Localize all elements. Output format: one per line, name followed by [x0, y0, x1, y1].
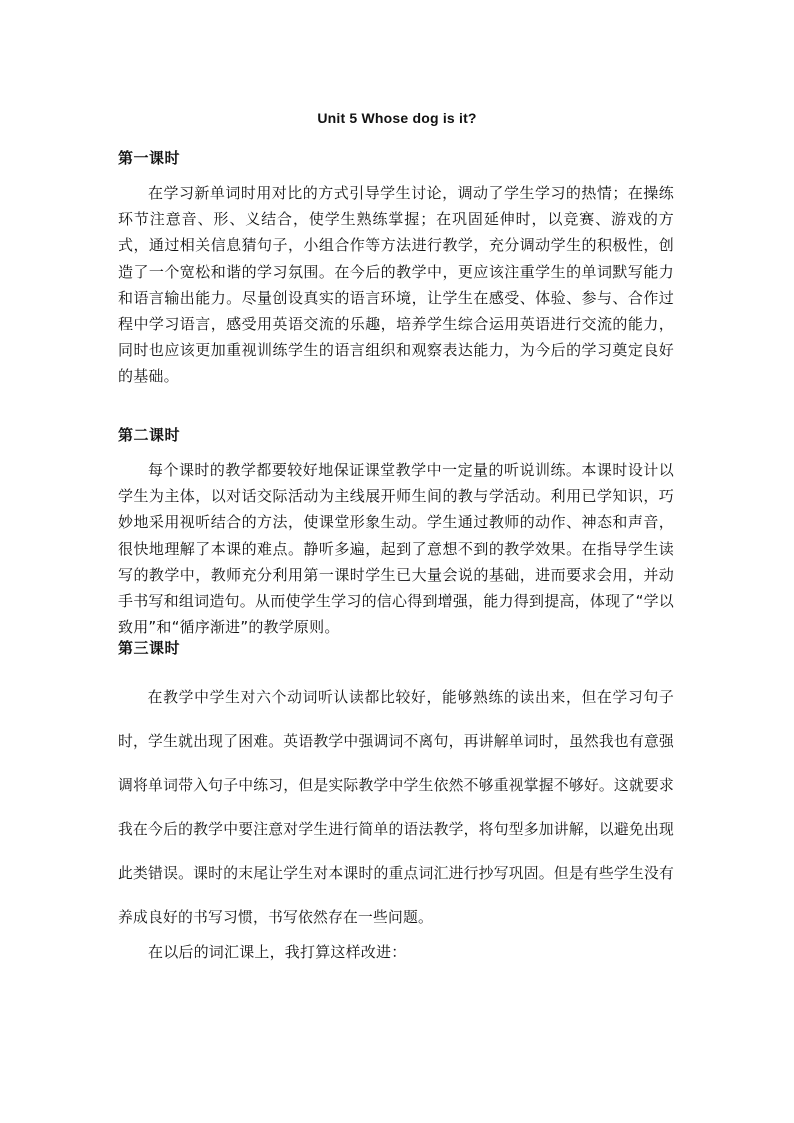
- document-title: Unit 5 Whose dog is it?: [317, 110, 477, 126]
- section-paragraph-lesson-3: 在教学中学生对六个动词听认读都比较好，能够熟练的读出来，但在学习句子时，学生就出现了困难。英语教学中强调词不离句，再讲解单词时，虽然我也有意强调将单词带入句子中练习，但是实际教学中学生依然不够重视掌握不够好。这就要求我在今后的教学中要注意对学生进行简单的语法教学，将句型多加讲解，以避免出现此类错误。课时的末尾让学生对本课时的重点词汇进行抄写巩固。但是有些学生没有养成良好的书写习惯，书写依然存在一些问题。: [118, 689, 674, 926]
- section-closing-lesson-3: 在以后的词汇课上，我打算这样改进：: [148, 943, 407, 961]
- section-heading-lesson-2: 第二课时: [118, 426, 181, 444]
- section-paragraph-lesson-1: 在学习新单词时用对比的方式引导学生讨论，调动了学生学习的热情；在操练环节注意音、形、义结合，使学生熟练掌握；在巩固延伸时，以竞赛、游戏的方式，通过相关信息猜句子，小组合作等方法进行教学，充分调动学生的积极性，创造了一个宽松和谐的学习氛围。在今后的教学中，更应该注重学生的单词默写能力和语言输出能力。尽量创设真实的语言环境，让学生在感受、体验、参与、合作过程中学习语言，感受用英语交流的乐趣，培养学生综合运用英语进行交流的能力，同时也应该更加重视训练学生的语言组织和观察表达能力，为今后的学习奠定良好的基础。: [118, 184, 674, 386]
- section-paragraph-lesson-2: 每个课时的教学都要较好地保证课堂教学中一定量的听说训练。本课时设计以学生为主体，以对话交际活动为主线展开师生间的教与学活动。利用已学知识，巧妙地采用视听结合的方法，使课堂形象生动。学生通过教师的动作、神态和声音，很快地理解了本课的难点。静听多遍，起到了意想不到的教学效果。在指导学生读写的教学中，教师充分利用第一课时学生已大量会说的基础，进而要求会用，并动手书写和组词造句。从而使学生学习的信心得到增强，能力得到提高，体现了“学以致用”和“循序渐进”的教学原则。: [118, 461, 674, 637]
- section-heading-lesson-3: 第三课时: [118, 639, 181, 657]
- section-heading-lesson-1: 第一课时: [118, 149, 181, 167]
